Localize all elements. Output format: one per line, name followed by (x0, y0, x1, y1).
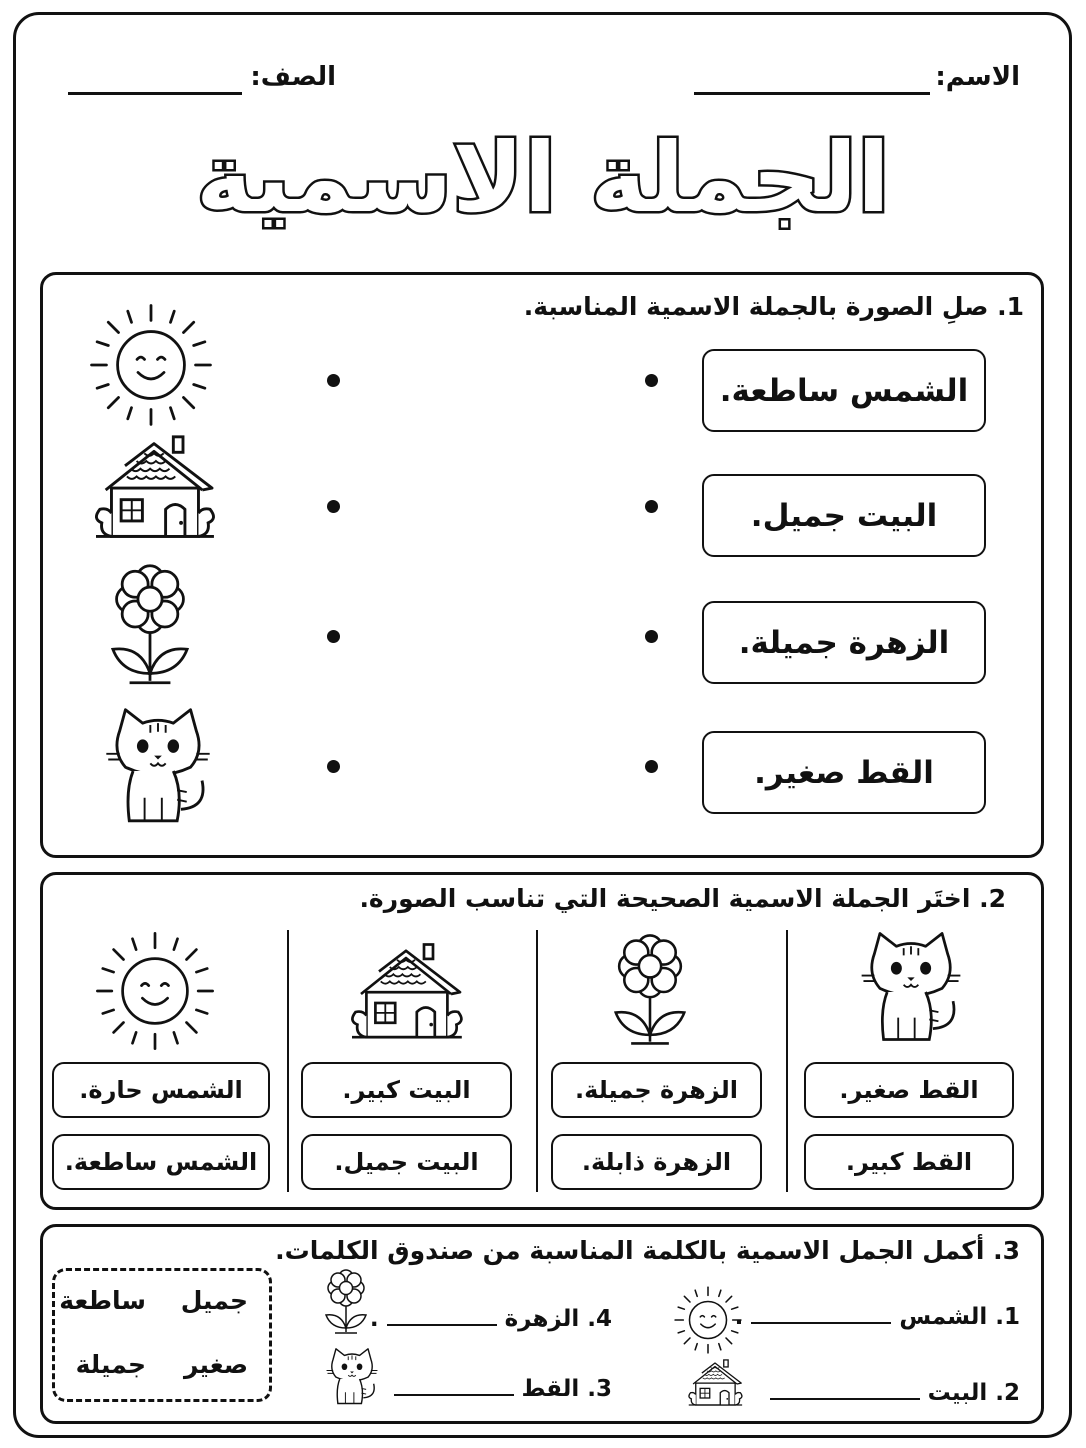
exercise-1-heading: 1. صلِ الصورة بالجملة الاسمية المناسبة. (523, 292, 1024, 321)
exercise-3-heading: 3. أكمل الجمل الاسمية بالكلمة المناسبة من صندوق الكلمات. (275, 1236, 1020, 1265)
fill-item-4 (370, 1306, 612, 1332)
item-end: . (369, 1306, 379, 1332)
answer-blank[interactable] (751, 1322, 891, 1324)
exercise-2-heading: 2. اختَر الجملة الاسمية الصحيحة التي تناسب الصورة. (359, 884, 1006, 913)
match-dot-left-3[interactable] (327, 630, 340, 643)
option-sun-2[interactable]: الشمس ساطعة. (52, 1134, 270, 1190)
match-dot-right-2[interactable] (645, 500, 658, 513)
word-bank-word[interactable]: جميل (180, 1286, 248, 1315)
column-divider (786, 930, 788, 1192)
match-dot-left-4[interactable] (327, 760, 340, 773)
cat-icon (856, 928, 966, 1056)
match-sentence-4[interactable]: القط صغير. (702, 731, 986, 814)
answer-blank[interactable] (394, 1394, 514, 1396)
flower-icon (100, 562, 200, 692)
class-field[interactable] (68, 92, 242, 95)
answer-blank[interactable] (770, 1398, 920, 1400)
sun-icon (672, 1284, 744, 1356)
house-icon (326, 940, 486, 1048)
column-divider (536, 930, 538, 1192)
word-bank-word[interactable]: صغير (183, 1350, 248, 1379)
page-title: الجملة الاسمية (196, 122, 890, 234)
fill-item-2 (770, 1380, 1020, 1406)
name-field[interactable] (694, 92, 930, 95)
item-end: . (734, 1304, 744, 1330)
item-subject: القط (521, 1376, 580, 1402)
item-number: 4. (587, 1306, 612, 1332)
option-cat-1[interactable]: القط صغير. (804, 1062, 1014, 1118)
column-divider (287, 930, 289, 1192)
match-dot-right-3[interactable] (645, 630, 658, 643)
item-subject: البيت (927, 1380, 988, 1406)
word-bank-word[interactable]: جميلة (75, 1350, 146, 1379)
answer-blank[interactable] (387, 1324, 497, 1326)
flower-icon (318, 1268, 374, 1338)
item-number: 2. (995, 1380, 1020, 1406)
sun-icon (92, 928, 218, 1054)
option-house-1[interactable]: البيت كبير. (301, 1062, 512, 1118)
cat-icon (98, 704, 218, 838)
fill-item-3 (394, 1376, 612, 1402)
item-subject: الزهرة (504, 1306, 580, 1332)
match-sentence-2[interactable]: البيت جميل. (702, 474, 986, 557)
house-icon (74, 432, 234, 548)
option-flower-1[interactable]: الزهرة جميلة. (551, 1062, 762, 1118)
match-dot-left-2[interactable] (327, 500, 340, 513)
class-label: الصف: (250, 62, 336, 92)
option-cat-2[interactable]: القط كبير. (804, 1134, 1014, 1190)
match-sentence-1[interactable]: الشمس ساطعة. (702, 349, 986, 432)
match-dot-right-4[interactable] (645, 760, 658, 773)
cat-icon (322, 1346, 382, 1412)
flower-icon (604, 932, 696, 1052)
item-number: 3. (587, 1376, 612, 1402)
item-number: 1. (995, 1304, 1020, 1330)
house-icon (680, 1356, 750, 1412)
match-dot-right-1[interactable] (645, 374, 658, 387)
match-dot-left-1[interactable] (327, 374, 340, 387)
fill-item-1 (735, 1304, 1020, 1330)
match-sentence-3[interactable]: الزهرة جميلة. (702, 601, 986, 684)
word-bank-word[interactable]: ساطعة (59, 1286, 146, 1315)
option-flower-2[interactable]: الزهرة ذابلة. (551, 1134, 762, 1190)
option-house-2[interactable]: البيت جميل. (301, 1134, 512, 1190)
name-label: الاسم: (935, 62, 1020, 92)
option-sun-1[interactable]: الشمس حارة. (52, 1062, 270, 1118)
item-subject: الشمس (899, 1304, 988, 1330)
sun-icon (86, 300, 216, 430)
